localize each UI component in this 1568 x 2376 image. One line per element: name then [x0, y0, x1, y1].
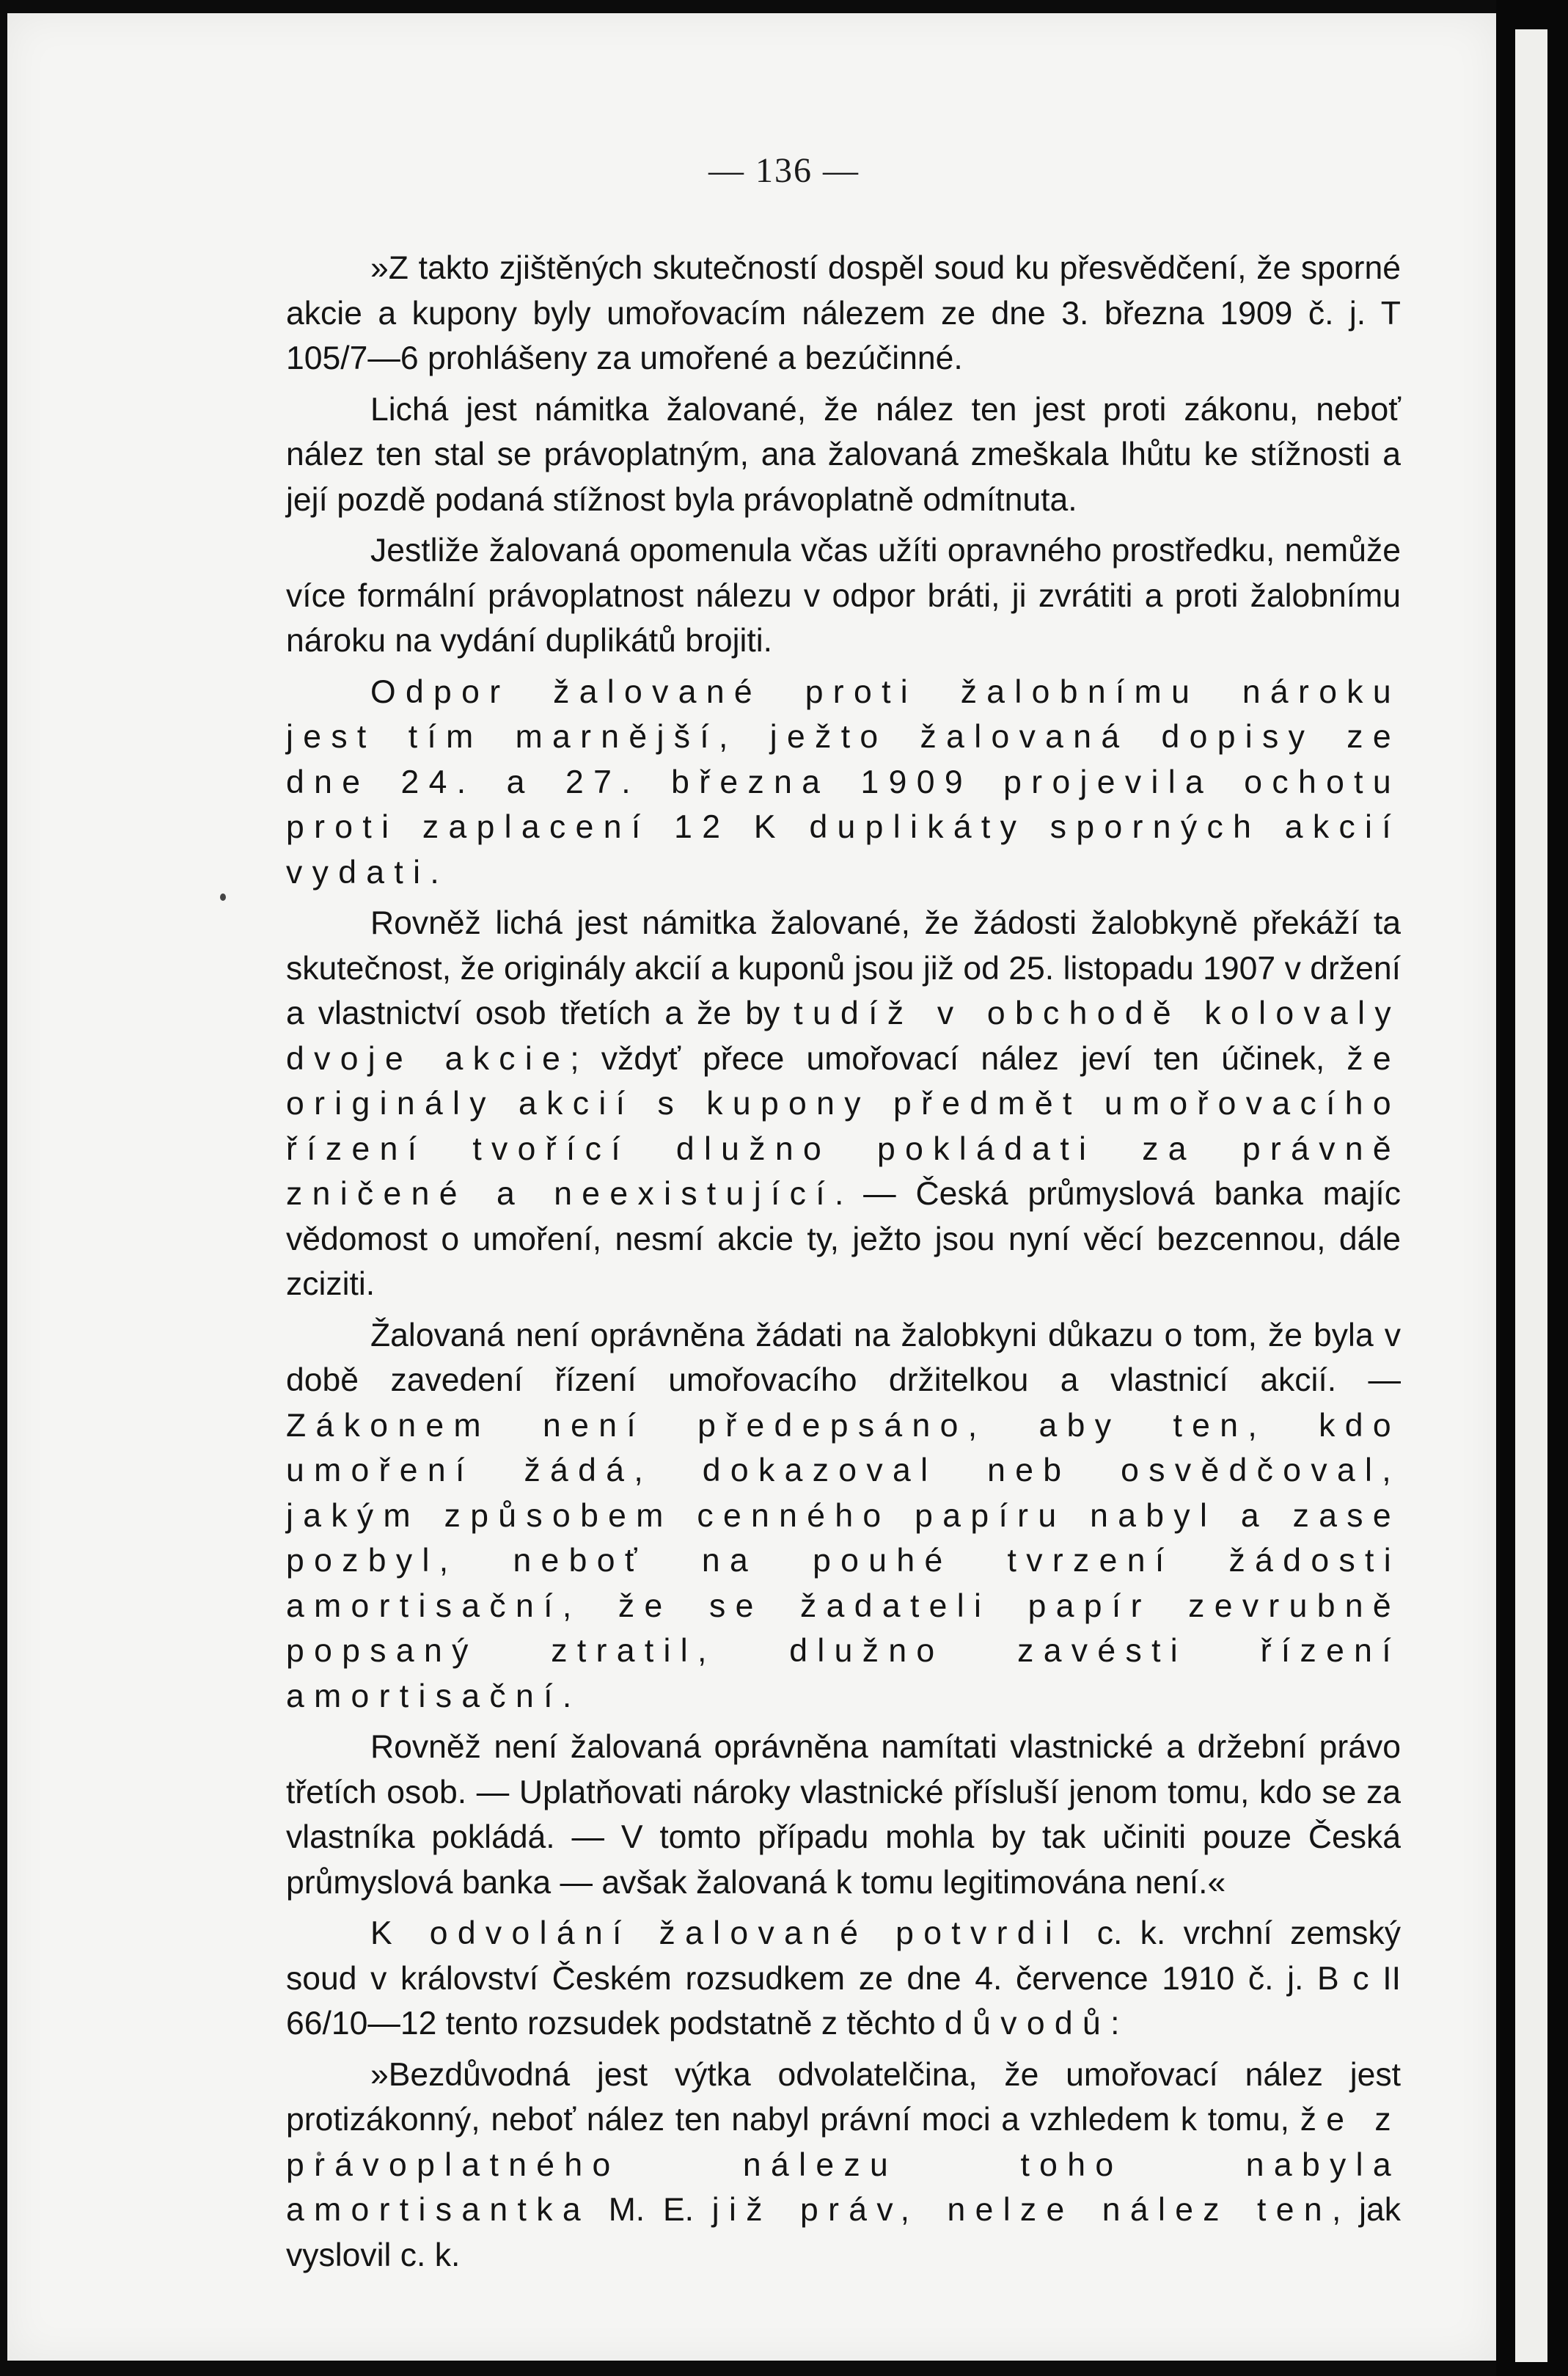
paragraph	[286, 670, 1401, 896]
text-segment: ; vždyť přece umořovací nález jeví ten účinek,	[570, 1040, 1347, 1077]
paragraph	[286, 2053, 1401, 2278]
spaced-emphasis-text: již práv, nelze nález ten	[711, 2192, 1332, 2228]
paragraph	[286, 528, 1401, 664]
spaced-emphasis-text: Odpor žalované proti žalobnímu nároku jest tím marnější, ježto žalovaná dopisy ze dne 24. a 27. března 1909 projevila ochotu proti zaplacení 12 K duplikáty sporných akcií vydati.	[286, 673, 1401, 891]
page-number: — 136 —	[708, 151, 860, 190]
spaced-emphasis-text: K odvolání žalované potvrdil	[370, 1915, 1080, 1951]
paragraph	[286, 387, 1401, 523]
text-segment: Lichá jest námitka žalované, že nález ten jest proti zákonu, neboť nález ten stal se právoplatným, ana žalovaná zmeškala lhůtu ke stížnosti a její pozdě podaná stížnost byla právoplatně odmítnuta.	[286, 391, 1401, 518]
text-segment: :	[1110, 2006, 1120, 2041]
spaced-emphasis-text: že z právoplatného nálezu toho nabyla amortisantka	[286, 2102, 1402, 2228]
paragraph	[286, 1725, 1401, 1905]
spaced-emphasis-text: důvodů	[945, 2006, 1111, 2041]
spaced-emphasis-text: tudíž v obchodě kolovaly dvoje akcie	[286, 995, 1401, 1077]
text-segment: .	[562, 1678, 572, 1714]
text-segment: , jak vyslovil c. k.	[286, 2192, 1401, 2273]
text-segment: c. k. vrchní zemský soud v království Českém rozsudkem ze dne 4. července 1910 č. j. B c II 66/10—12 tento rozsudek podstatně z těchto	[286, 1915, 1401, 2041]
text-segment: Jestliže žalovaná opomenula včas užíti opravného prostředku, nemůže více formální právoplatnost nálezu v odpor bráti, ji zvrátiti a proti žalobnímu nároku na vydání duplikátů brojiti.	[286, 533, 1401, 659]
spaced-emphasis-text: Zákonem není předepsáno, aby ten, kdo umoření žádá, dokazoval neb osvědčoval, jakým způsobem cenného papíru nabyl a zase pozbyl, neboť na pouhé tvrzení žádosti amortisační, že se žadateli papír zevrubně popsaný ztratil, dlužno zavésti řízení amortisační	[286, 1407, 1401, 1714]
paragraph	[286, 246, 1401, 381]
text-segment: M. E.	[590, 2192, 712, 2228]
paragraph	[286, 901, 1401, 1307]
text-segment: . — Česká průmyslová banka majíc vědomost o umoření, nesmí akcie ty, ježto jsou nyní věcí bezcennou, dále zciziti.	[286, 1176, 1401, 1302]
text-segment: »Z takto zjištěných skutečností dospěl soud ku přesvědčení, že sporné akcie a kupony byly umořovacím nálezem ze dne 3. března 1909 č. j. T 105/7—6 prohlášeny za umořené a bezúčinné.	[286, 250, 1401, 376]
scan-speck	[220, 893, 226, 901]
text-segment: »Bezdůvodná jest výtka odvolatelčina, že umořovací nález jest protizákonný, neboť nález ten nabyl právní moci a vzhledem k tomu,	[286, 2056, 1401, 2138]
text-segment: Žalovaná není oprávněna žádati na žalobkyni důkazu o tom, že byla v době zavedení řízení umořovacího držitelkou a vlastnicí akcií. —	[286, 1317, 1401, 1398]
text-segment: Rovněž není žalovaná oprávněna namítati vlastnické a držební právo třetích osob. — Uplatňovati nároky vlastnické přísluší jenom tomu, kdo se za vlastníka pokládá. — V tomto případu mohla by tak učiniti pouze Česká průmyslová banka — avšak žalovaná k tomu legitimována není.«	[286, 1729, 1401, 1901]
paragraph	[286, 1911, 1401, 2047]
spaced-emphasis-text: že originály akcií s kupony předmět umořovacího řízení tvořící dlužno pokládati za právně zničené a neexistující	[286, 1040, 1402, 1212]
adjacent-page-strip	[1515, 29, 1547, 2362]
text-segment: Rovněž lichá jest námitka žalované, že žádosti žalobkyně překáží ta skutečnost, že originály akcií a kuponů jsou již od 25. listopadu 1907 v držení a vlastnictví osob třetích a že by	[286, 905, 1401, 1031]
paragraph	[286, 1313, 1401, 1719]
body-text	[286, 246, 1401, 2284]
